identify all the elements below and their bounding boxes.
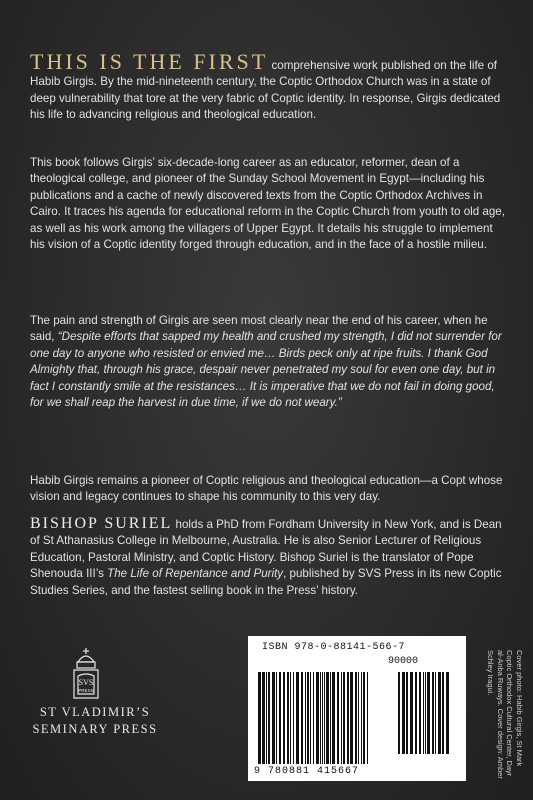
author-bio-text-2: , published by SVS Press in its new Coptic Studies Series, and the fastest selling book in the Press’ history. bbox=[30, 567, 502, 597]
intro-paragraph bbox=[30, 49, 508, 124]
price-code: 90000 bbox=[388, 656, 419, 667]
translated-book-title: The Life of Repentance and Purity bbox=[107, 567, 284, 581]
author-bio bbox=[30, 516, 508, 599]
barcode-bars bbox=[248, 636, 466, 781]
lead-in: THIS IS THE FIRST bbox=[30, 49, 269, 74]
publisher-line-2: SEMINARY PRESS bbox=[32, 722, 158, 736]
isbn-barcode bbox=[248, 636, 466, 781]
body-paragraph-4 bbox=[30, 473, 508, 506]
author-name: BISHOP SURIEL bbox=[30, 515, 173, 532]
body-paragraph-3 bbox=[30, 313, 508, 411]
publisher-line-1: ST VLADIMIR’S bbox=[39, 705, 151, 719]
body-paragraph-2 bbox=[30, 155, 508, 253]
paragraph-2-text: This book follows Girgis’ six-decade-long career as an educator, reformer, dean of a theological college, and pioneer of the Sunday School Movement in Egypt—including his publications and a cache of newly discovered texts from the Coptic Orthodox Archives in Cairo. It traces his agenda for educational reform in the Coptic Church from youth to old age, as well as his work among the villagers of Upper Egypt. It details his struggle to implement his vision of a Coptic identity forged through education, and in the face of a hostile milieu. bbox=[30, 156, 505, 252]
logo-lettering-press: PRESS bbox=[78, 688, 94, 693]
isbn-number: ISBN 978-0-88141-566-7 bbox=[262, 642, 406, 653]
cover-credit: Cover photo: Habib Girgis, St Mark Coptic Orthodox Cultural Center, Dayr al-Anba Ruways. Cover design: Amber Schley Iragui. bbox=[486, 650, 524, 779]
barcode-digits: 9 780881 415667 bbox=[254, 766, 360, 777]
paragraph-3-text: The pain and strength of Girgis are seen most clearly near the end of his career, when he said, bbox=[30, 314, 488, 344]
author-bio-text-1: holds a PhD from Fordham University in New York, and is Dean of St Athanasius College in Melbourne, Australia. He is also Senior Lecturer of Religious Education, Pastoral Ministry, and Coptic History. Bishop Suriel is the translator of Pope Shenouda III’s bbox=[30, 518, 502, 581]
publisher-name bbox=[20, 660, 170, 738]
girgis-quote: “Despite efforts that sapped my health and crushed my strength, I did not surrender for one day to anyone who resisted or envied me… Birds peck only at ripe fruits. I thank God Almighty that, through his grace, despair never penetrated my soul for even one day, but in fact I constantly smile at the resistances… It is imperative that we do not fail in doing good, for we shall reap the harvest in due time, if we do not weary.” bbox=[30, 330, 502, 410]
paragraph-4-text: Habib Girgis remains a pioneer of Coptic religious and theological education—a Copt whose vision and legacy continues to shape his community to this very day. bbox=[30, 474, 503, 504]
logo-lettering-svs: SVS bbox=[78, 678, 94, 687]
intro-text: comprehensive work published on the life of Habib Girgis. By the mid-nineteenth century, the Coptic Orthodox Church was in a state of deep vulnerability that tore at the very fabric of Coptic identity. In response, Girgis dedicated his life to advancing religious and theological education. bbox=[30, 59, 501, 122]
